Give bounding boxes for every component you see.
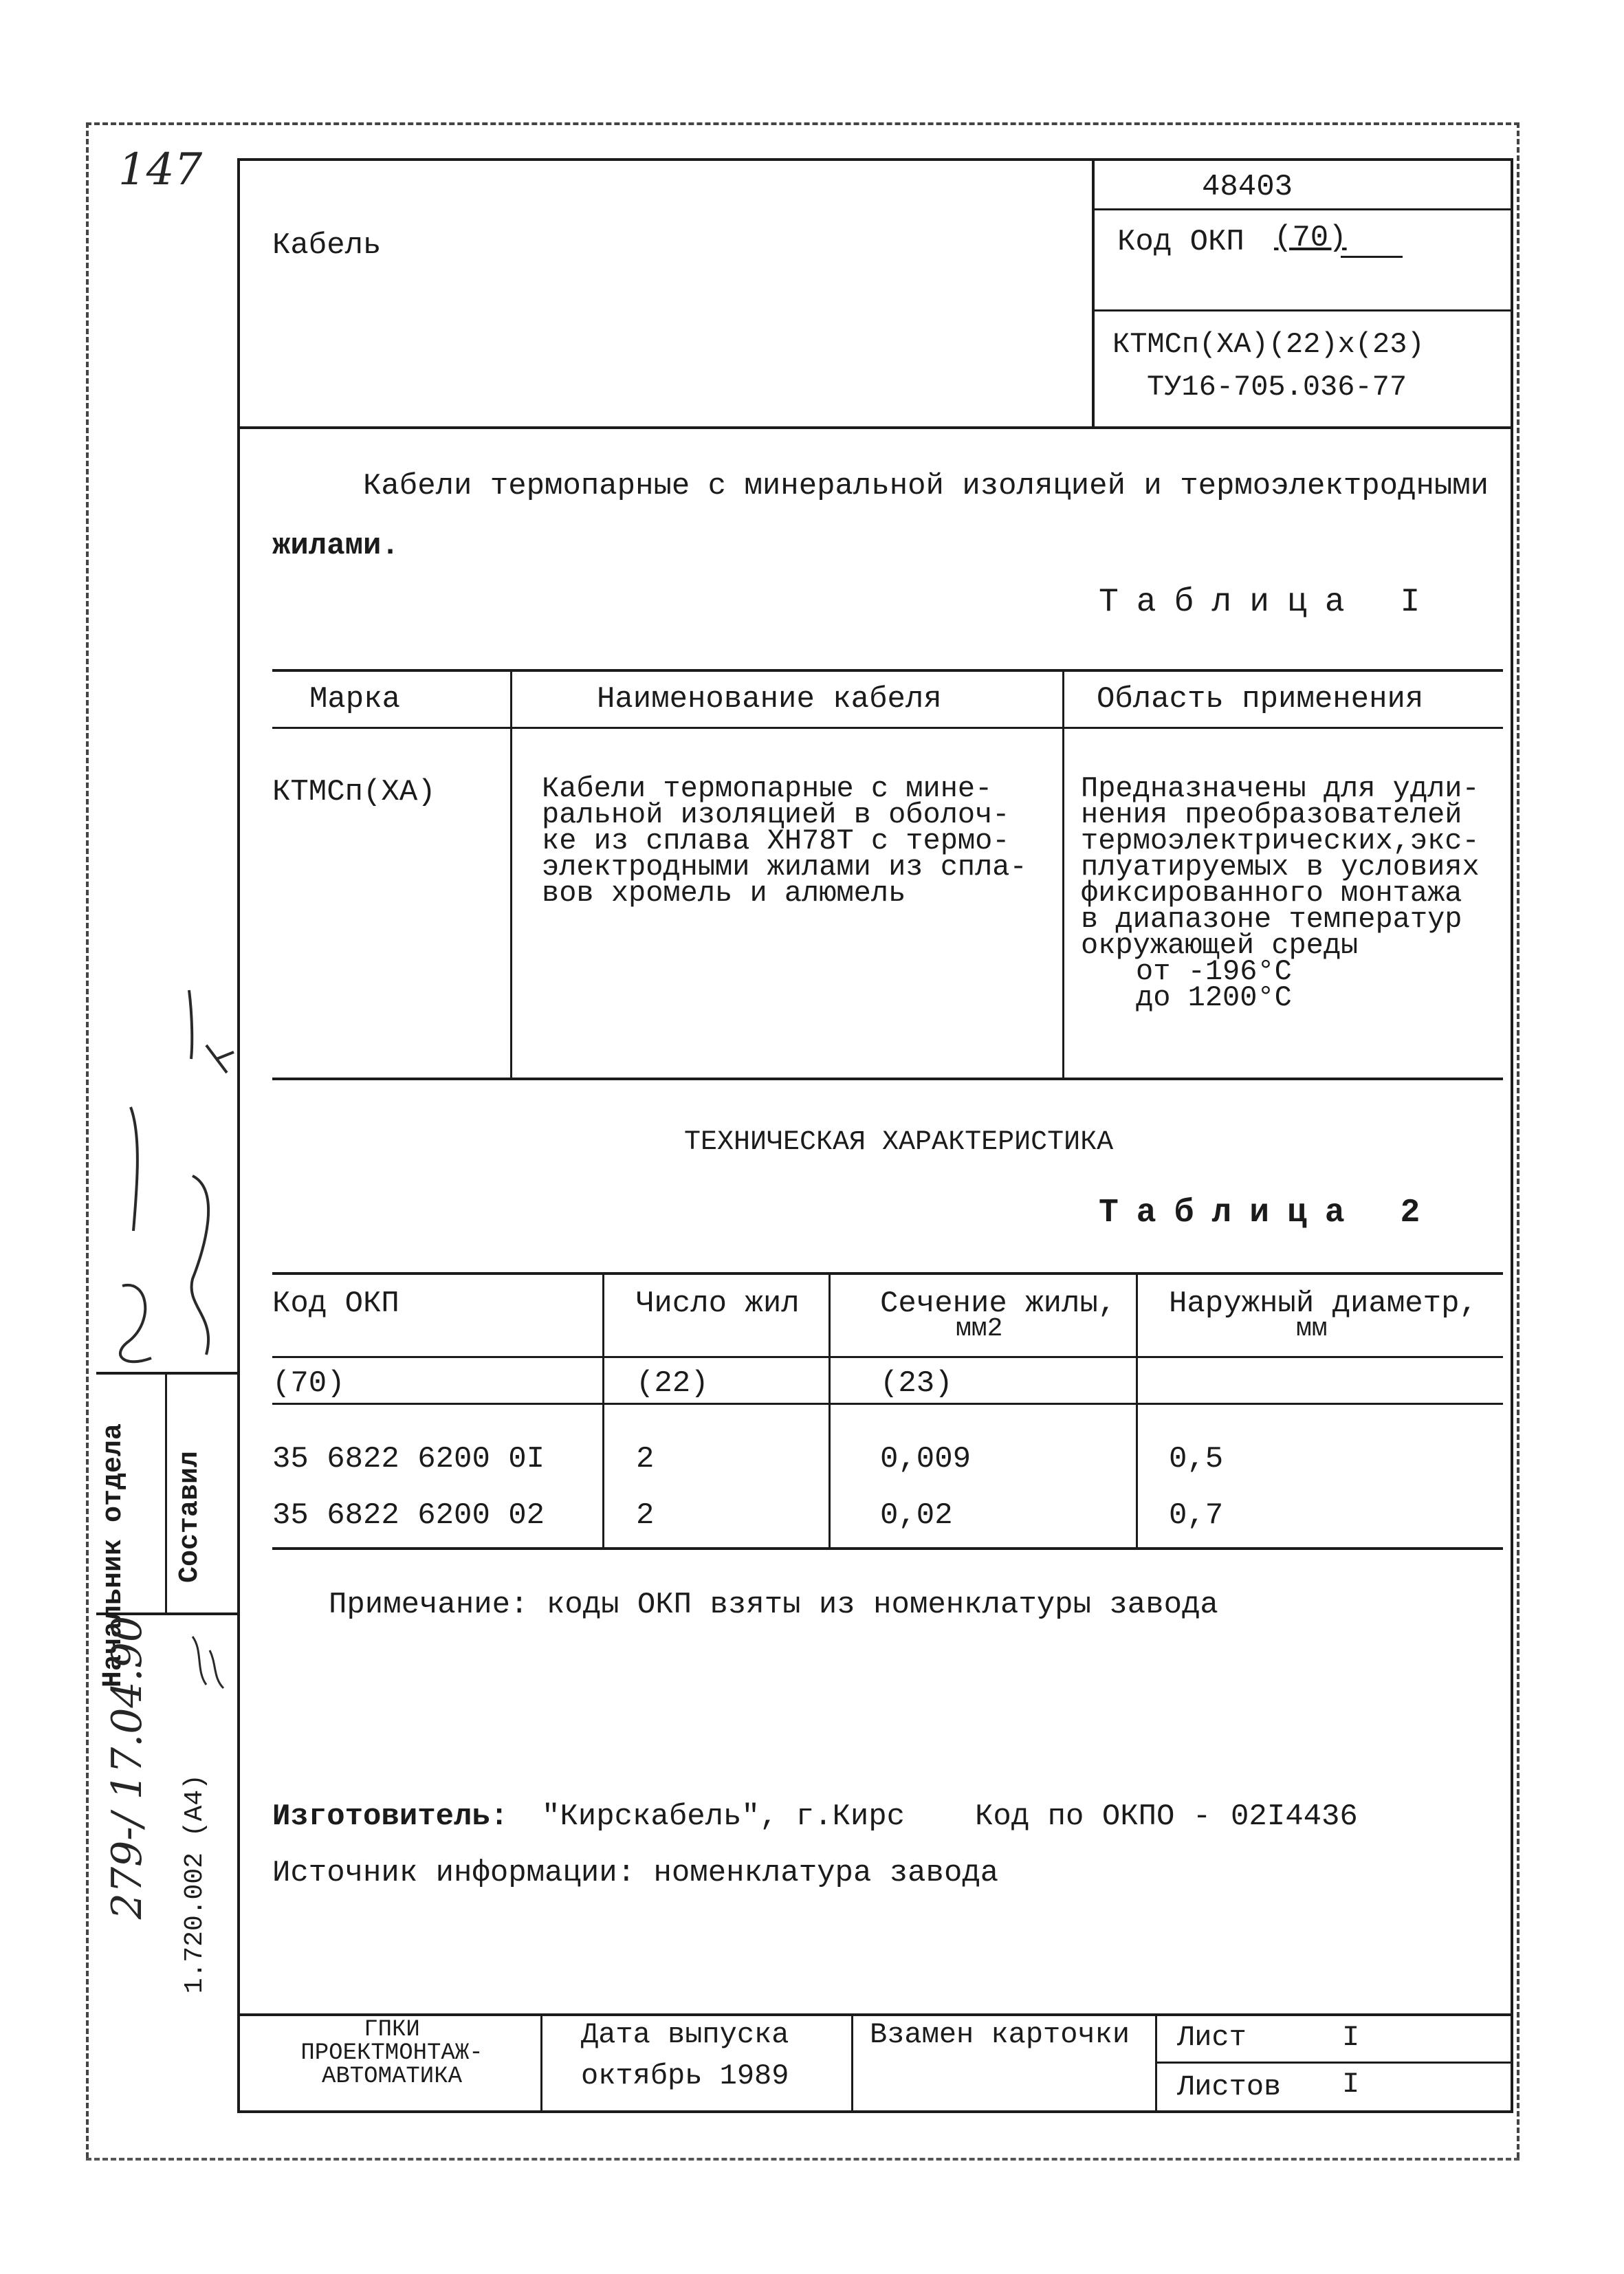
table1-mark-cell: КТМСп(ХА) [272, 775, 436, 809]
table2-code-cores: (22) [636, 1366, 709, 1401]
table2-row-2-code: 35 6822 6200 02 [272, 1498, 545, 1533]
tu-line: ТУ16-705.036-77 [1147, 371, 1407, 404]
table2-code-okp: (70) [272, 1366, 345, 1401]
table2-header-code: Код ОКП [272, 1287, 399, 1321]
initials-stroke [193, 1637, 223, 1688]
table2-caption: Таблица 2 [1099, 1194, 1438, 1232]
tech-title: ТЕХНИЧЕСКАЯ ХАРАКТЕРИСТИКА [684, 1127, 1114, 1158]
usage-line: плуатируемых в условиях [1081, 851, 1480, 884]
manufacturer-label: Изготовитель: [272, 1800, 509, 1834]
manufacturer-name: "Кирскабель", г.Кирс [542, 1800, 906, 1834]
table1-header-rule [272, 727, 1503, 729]
head-of-department-label: Начальник отдела [98, 1423, 129, 1688]
initials-drawing [186, 1623, 234, 1698]
table1-usage-cell [1081, 772, 1480, 1014]
table2-row-2-cores: 2 [636, 1498, 655, 1533]
footer-sheet-divider [1155, 2062, 1513, 2064]
table2-header-diameter-unit: мм [1296, 1314, 1328, 1344]
usage-line: Предназначены для удли- [1081, 772, 1480, 805]
signature-stroke [189, 990, 234, 1073]
table2-row-2-diameter: 0,7 [1169, 1498, 1224, 1533]
table2-row-1-diameter: 0,5 [1169, 1442, 1224, 1476]
usage-line: окружающей среды [1081, 929, 1359, 962]
name-line: ральной изоляцией в оболоч- [542, 798, 1010, 831]
release-date-value: октябрь 1989 [581, 2059, 789, 2092]
usage-line: термоэлектрических,экс- [1081, 824, 1480, 857]
table1-top-rule [272, 669, 1503, 672]
usage-line: нения преобразователей [1081, 798, 1462, 831]
sheet-label: Лист [1177, 2021, 1247, 2054]
signature-stroke [120, 1285, 151, 1362]
header-divider [237, 426, 1513, 429]
header-number-divider [1092, 208, 1513, 210]
usage-line: фиксированного монтажа [1081, 877, 1462, 910]
approval-divider [165, 1372, 167, 1615]
usage-line: от -196°С [1136, 955, 1292, 988]
table1-caption: Таблица I [1099, 584, 1438, 621]
organization-line: АВТОМАТИКА [321, 2064, 463, 2090]
table2-code-section: (23) [880, 1366, 953, 1401]
footer-organization [248, 2018, 536, 2088]
table1-header-usage: Область применения [1097, 682, 1424, 717]
signatures-drawing [89, 956, 241, 1368]
table2-header-diameter: Наружный диаметр, [1169, 1287, 1478, 1321]
header-okp-divider [1092, 309, 1513, 311]
table1-col-divider-2 [1062, 670, 1064, 1079]
okpo-label: Код по ОКПО - [975, 1800, 1211, 1834]
bottom-dashed-border [86, 2158, 1519, 2161]
okpo-value: 02I4436 [1231, 1800, 1358, 1834]
right-dashed-border [1517, 122, 1519, 2158]
table1-header-name: Наименование кабеля [597, 682, 942, 717]
footer-divider-2 [851, 2013, 853, 2113]
table2-header-rule [272, 1356, 1503, 1358]
table2-row-1-code: 35 6822 6200 0I [272, 1442, 545, 1476]
table2-col-divider-1 [602, 1273, 604, 1549]
sheet-value: I [1342, 2021, 1360, 2054]
okp-underline-tail [1341, 256, 1403, 258]
table2-header-section-unit: мм2 [956, 1314, 1003, 1344]
organization-line: ГПКИ [364, 2017, 420, 2043]
okp-label: Код ОКП [1117, 225, 1244, 259]
release-date-label: Дата выпуска [581, 2018, 789, 2051]
name-line: ке из сплава ХН78Т с термо- [542, 824, 1010, 857]
table2-row-2-section: 0,02 [880, 1498, 953, 1533]
usage-line: в диапазоне температур [1081, 903, 1462, 936]
organization-line: ПРОЕКТМОНТАЖ- [300, 2040, 483, 2066]
table2-col-divider-3 [1136, 1273, 1138, 1549]
table2-note: Примечание: коды ОКП взяты из номенклатуры завода [329, 1588, 1218, 1622]
left-dashed-border [86, 122, 89, 2158]
intro-line-2: жилами. [272, 529, 399, 563]
handwritten-registration: 279-/ 17.04.90 [103, 1616, 151, 1920]
signature-stroke [131, 1107, 138, 1231]
footer-divider-1 [540, 2013, 542, 2113]
page-number: 147 [118, 144, 203, 195]
name-line: Кабели термопарные с мине- [542, 772, 993, 805]
signature-stroke [192, 1176, 209, 1355]
table2-bottom-rule [272, 1547, 1503, 1550]
table2-col-divider-2 [829, 1273, 831, 1549]
composer-label: Составил [175, 1451, 206, 1584]
table1-bottom-rule [272, 1078, 1503, 1080]
card-title: Кабель [272, 228, 382, 263]
document-code: 1.720.002 (А4) [180, 1774, 210, 1994]
table1-col-divider-1 [510, 670, 512, 1079]
name-line: вов хромель и алюмель [542, 877, 906, 910]
table2-codes-rule [272, 1403, 1503, 1405]
table1-name-cell [542, 772, 1027, 910]
name-line: электродными жилами из спла- [542, 851, 1027, 884]
table2-top-rule [272, 1272, 1503, 1275]
mark-line: КТМСп(ХА)(22)х(23) [1112, 328, 1425, 361]
intro-line-1: Кабели термопарные с минеральной изоляцией и термоэлектродными [363, 469, 1489, 503]
replacement-label: Взамен карточки [870, 2018, 1130, 2051]
footer-top-rule [237, 2013, 1513, 2016]
card-number: 48403 [1202, 170, 1293, 204]
table2-row-1-cores: 2 [636, 1442, 655, 1476]
header-vertical-divider [1092, 158, 1095, 428]
table2-header-section: Сечение жилы, [880, 1287, 1117, 1321]
usage-line: до 1200°С [1136, 981, 1292, 1014]
okp-value: (70) [1274, 221, 1347, 255]
information-source: Источник информации: номенклатура завода [272, 1856, 999, 1890]
table2-row-1-section: 0,009 [880, 1442, 972, 1476]
table1-header-mark: Марка [309, 682, 401, 717]
table2-header-cores: Число жил [636, 1287, 800, 1321]
top-dashed-border [86, 122, 1519, 125]
sheets-label: Листов [1177, 2070, 1282, 2103]
sheets-value: I [1342, 2068, 1360, 2101]
